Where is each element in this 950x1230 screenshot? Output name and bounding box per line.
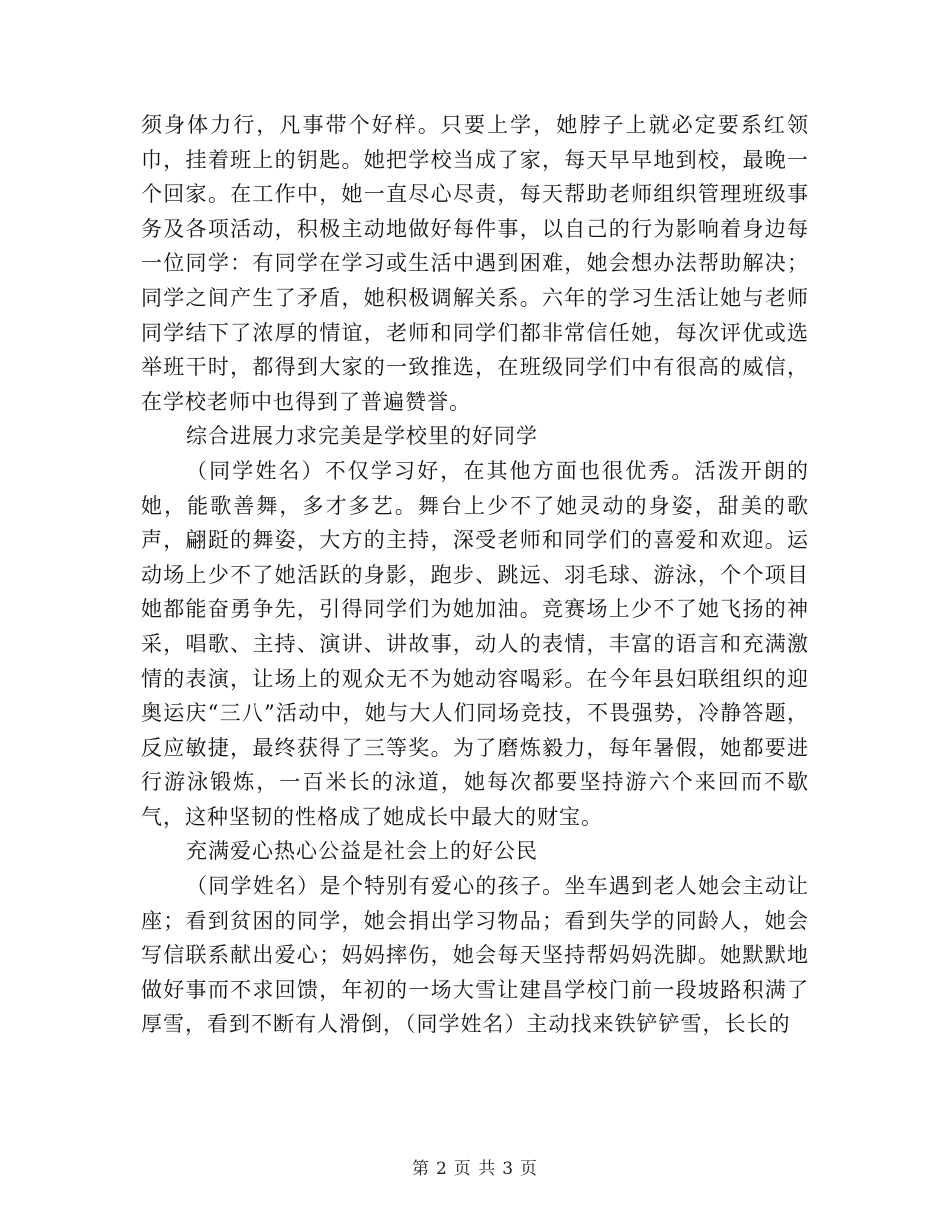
- section-heading-1: 综合进展力求完美是学校里的好同学: [186, 424, 538, 449]
- footer-suffix: 页: [520, 1159, 539, 1179]
- footer-prefix: 第: [411, 1159, 430, 1179]
- page-footer: [0, 1154, 950, 1179]
- total-pages-number: 3: [502, 1159, 515, 1179]
- body-paragraph-1: 须身体力行，凡事带个好样。只要上学，她脖子上就必定要系红领巾，挂着班上的钥匙。她把学校当成了家，每天早早地到校，最晚一个回家。在工作中，她一直尽心尽责，每天帮助老师组织管理班级事务及各项活动，积极主动地做好每件事，以自己的行为影响着身边每一位同学：有同学在学习或生活中遇到困难，她会想办法帮助解决；同学之间产生了矛盾，她积极调解关系。六年的学习生活让她与老师同学结下了浓厚的情谊，老师和同学们都非常信任她，每次评优或选举班干时，都得到大家的一致推选，在班级同学们中有很高的威信，在学校老师中也得到了普遍赞誉。: [141, 113, 809, 414]
- body-paragraph-2: （同学姓名）不仅学习好，在其他方面也很优秀。活泼开朗的她，能歌善舞，多才多艺。舞台上少不了她灵动的身姿，甜美的歌声，翩跹的舞姿，大方的主持，深受老师和同学们的喜爱和欢迎。运动场上少不了她活跃的身影，跑步、跳远、羽毛球、游泳，个个项目她都能奋勇争先，引得同学们为她加油。竞赛场上少不了她飞扬的神采，唱歌、主持、演讲、讲故事，动人的表情，丰富的语言和充满激情的表演，让场上的观众无不为她动容喝彩。在今年县妇联组织的迎奥运庆“三八”活动中，她与大人们同场竞技，不畏强势，冷静答题，反应敏捷，最终获得了三等奖。为了磨炼毅力，每年暑假，她都要进行游泳锻炼，一百米长的泳道，她每次都要坚持游六个来回而不歇气，这种坚韧的性格成了她成长中最大的财宝。: [141, 458, 809, 829]
- footer-middle: 页 共: [453, 1159, 497, 1179]
- document-body: [141, 108, 809, 1042]
- current-page-number: 2: [435, 1159, 448, 1179]
- body-paragraph-3: （同学姓名）是个特别有爱心的孩子。坐车遇到老人她会主动让座；看到贫困的同学，她会捐出学习物品；看到失学的同龄人，她会写信联系献出爱心；妈妈摔伤，她会每天坚持帮妈妈洗脚。她默默地做好事而不求回馈，年初的一场大雪让建昌学校门前一段坡路积满了厚雪，看到不断有人滑倒，（同学姓名）主动找来铁铲铲雪，长长的: [141, 874, 809, 1037]
- section-heading-2: 充满爱心热心公益是社会上的好公民: [186, 839, 538, 864]
